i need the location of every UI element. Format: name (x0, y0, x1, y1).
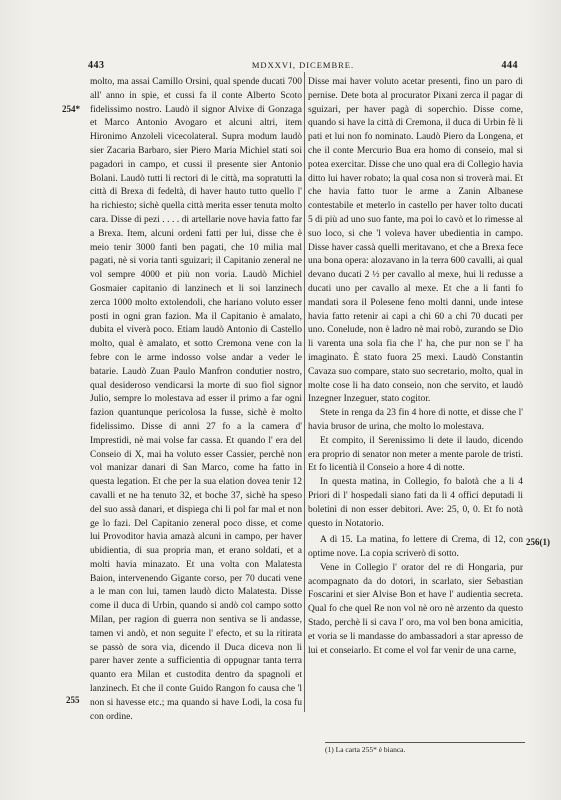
right-paragraph-3: Et compito, il Serenissimo li dete il laudo, dicendo era proprio di senator non meter a mente parole de tristi. Et fo licentià il Conseio a hore 4 di notte. (308, 435, 523, 474)
left-paragraph: molto, ma assai Camillo Orsini, qual spende ducati 700 all' anno in spie, et cussi fa il conte Alberto Scoto fidelissimo nostro. Laudò il signor Alvixe di Gonzaga et Marco Antonio Avogaro et alcuni altri, item Hironimo Anzoleli vicecolateral. Supra modum laudò sier Zacaria Barbaro, sier Piero Maria Michiel stati soi pagadori in campo, et cussi il presente sier Antonio Bolani. Laudò tutti li rectori di le città, ma sopratutti la città di Brexa di fedeltà, di haver hauto tutto quello l' ha richiesto; sichè quella città merita esser tenuta molto cara. Disse di pezi . . . . di artellarie nove havia fatto far a Brexa. Item, alcuni ordeni fatti per lui, disse che è meio tenir 3000 fanti ben pagati, che 10 milia mal pagati, nè si voria tanti sguizari; il Capitanio zeneral ne vol sempre 4000 et più non voria. Laudò Michiel Gosmaier capitanio di lanzinech et li soi lanzinech zerca 1000 molto extolendoli, che hariano voluto esser posti in ogni gran fazion. Ma il Capitanio è amalato, dubita el viverà poco. Etiam laudò Antonio di Castello molto, qual è amalato, et sotto Cremona vene con la febre con le arme indosso volse andar a veder le batarie. Laudò Zuan Paulo Manfron condutier nostro, qual desideroso vendicarsi la morte di suo fiol signor Julio, sempre lo molestava ad esser il primo a far ogni fazion quantunque pericolosa la fusse, sichè è molto fidelissimo. Disse di anni 27 fo a la camera d' Imprestidi, nè mai volse far cassa. Et quando l' era del Conseio di X, mai ha voluto esser Cassier, perchè non vol manizar danari di San Marco, come ha fatto in questa legation. Et che per la sua elation dovea tenir 12 cavalli et ne ha tenuto 32, et boche 37, sichè ha speso del suo assà danari, et dispiega chi li pol far mal et non ge lo fazi. Del Capitanio zeneral poco disse, et come lui Provoditor havia amazà alcuni in campo, per haver ubidientia, di sua propria man, et erano soldati, et a molti havia minazato. Et una volta con Malatesta Baion, intervenendo Gigante corso, per 70 ducati vene a le man con lui, tamen laudò dicto Malatesta. Disse come il duca di Urbin, quando si andò col campo sotto Milan, per ragion di guerra non sentiva se li andasse, tamen vi andò, et non seguite l' efecto, et su la ritirata se passò de sora via, dicendo il Duca diceva non li parer haver zente a sufficientia di oppugnar tanta terra quanto era Milan et custodita dentro da spagnoli et lanzinech. Et che il conte Guido Rangon fo causa che 'l non si havesse etc.; ma quando si have Lodi, la cosa fu con ordine. (90, 77, 302, 722)
column-divider (304, 72, 305, 712)
right-column (308, 76, 523, 658)
right-paragraph-5: A dì 15. La matina, fo lettere di Crema, di 12, con optime nove. La copia scriverò di sotto. (308, 535, 523, 560)
margin-note-255: 255 (66, 695, 80, 705)
right-paragraph-2: Stete in renga da 23 fin 4 hore di notte, et disse che l' havia brusor de urina, che molto lo molestava. (308, 408, 523, 432)
page-header (88, 60, 518, 74)
left-column (90, 76, 302, 724)
margin-note-254: 254* (62, 104, 80, 114)
running-title: MDXXVI, DICEMBRE. (251, 60, 355, 70)
right-paragraph-4: In questa matina, in Collegio, fo balotà che a li 4 Priori di l' hospedali siano fati da li 4 offici deputadi li boletini di non esser debitori. Ave: 25, 0, 0. Et fo notà questo in Notatorio. (308, 477, 523, 529)
margin-note-256: 256(1) (526, 537, 550, 547)
page-number-left: 443 (88, 60, 105, 71)
page-number-right: 444 (501, 60, 518, 71)
right-paragraph-1: Disse mai haver voluto acetar presenti, fino un paro di pernise. Dete bota al procurator Pixani zerca il pagar di sguizari, per haver pagà di soperchio. Disse come, quando si have la città di Cremona, il duca di Urbin fè li pati et lui non fo nominato. Laudò Piero da Longena, et che il conte Mercurio Bua era homo di conseio, mal si potea exercitar. Disse che uno qual era di Collegio havia ditto lui haver robato; la qual cosa non si troverà mai. Et che havia fatto tuor le arme a Zanin Albanese contestabile et meterlo in castello per haver tolto ducati 5 di più ad uno suo fante, ma poi lo cavò et lo rimesse al suo loco, si che 'l voleva haver ubedientia in campo. Disse haver cassà quelli meritavano, et che a Brexa fece una bona opera: alozavano in la terra 600 cavalli, ai qual devano ducati 2 ½ per cavallo al mexe, hui li redusse a ducati uno per cavallo al mexe. Et che a li fanti fo mandati sora il Polesene feno molti danni, unde intese havia fatto retenir ai capi a chi 60 a chi 70 ducati per uno. Conelude, non è ladro nè mai robò, zurando se Dio li varenta una sola fia che l' ha, che pur non se l' ha imaginato. È stato fuora 25 mexi. Laudò Constantin Cavaza suo compare, stato suo secretario, molto, qual in molte cose li ha dato conseio, non che servito, et laudò Inzegner Inzeguer, stato cogitor. (308, 77, 523, 405)
right-paragraph-6: Vene in Collegio l' orator del re di Hongaria, pur acompagnato da do dotori, in scarlato, sier Sebastian Foscarini et sier Alvise Bon et have l' audientia secreta. Qual fo che quel Re non vol nè oro nè arzento da questo Stado, perchè li si cava l' oro, ma vol ben bona amicitia, et voria se li mandasse do ambassadori a star apresso de lui et conseiarlo. Et come el vol far venir de una carne, (308, 562, 523, 656)
footnote: (1) La carta 255* è bianca. (325, 742, 525, 754)
